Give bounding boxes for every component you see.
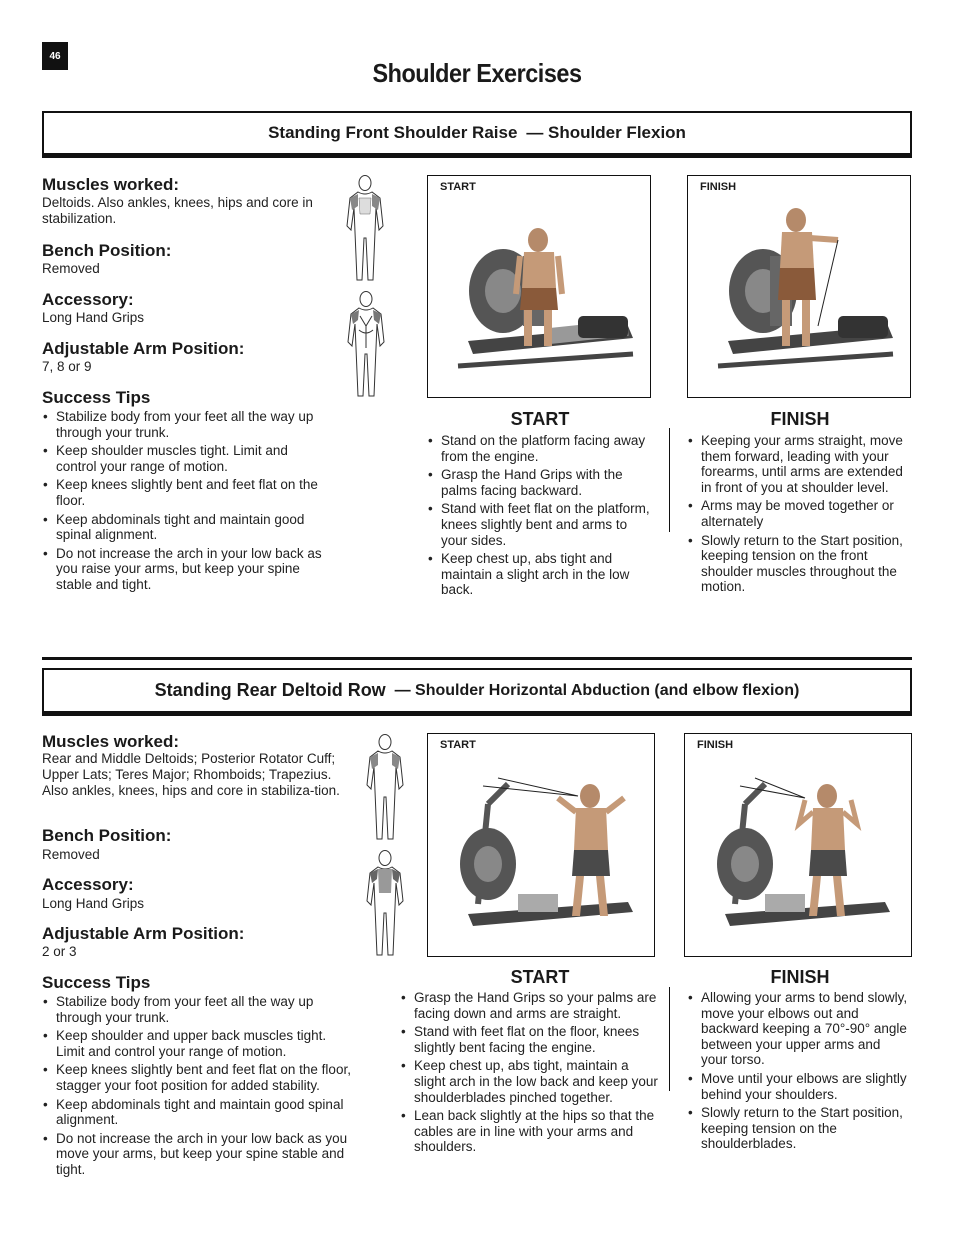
ex2-start-photo-tag: START	[440, 739, 476, 751]
ex1-bench-value: Removed	[42, 261, 100, 276]
list-item: • Allowing your arms to bend slowly, move your elbows out and backward keeping a 70°-90° angle between your upper arms and your torso.	[687, 990, 909, 1068]
ex1-finish-steps	[687, 433, 909, 598]
list-item: • Keep shoulder muscles tight. Limit and control your range of motion.	[42, 443, 327, 474]
list-item: • Stabilize body from your feet all the way up through your trunk.	[42, 409, 327, 440]
ex1-tips-list	[42, 409, 327, 596]
ex1-arm-position-label: Adjustable Arm Position:	[42, 339, 245, 358]
list-item: • Stand with feet flat on the platform, knees slightly bent and arms to your sides.	[427, 501, 652, 548]
exercise-2-banner	[42, 668, 912, 716]
list-item: • Do not increase the arch in your low back as you move your arms, but keep your spine stable and tight.	[42, 1131, 352, 1178]
ex2-bench-label: Bench Position:	[42, 826, 172, 845]
list-item: • Stand with feet flat on the floor, knees slightly bent facing the engine.	[400, 1024, 662, 1055]
page-number: 46	[42, 42, 68, 70]
ex2-muscles-label: Muscles worked:	[42, 732, 179, 751]
ex2-arm-position-label: Adjustable Arm Position:	[42, 924, 245, 943]
list-item: • Slowly return to the Start position, keeping tension on the front shoulder muscles throughout the motion.	[687, 533, 909, 595]
ex1-start-heading: START	[510, 409, 570, 429]
ex2-finish-steps	[687, 990, 909, 1155]
list-item: • Lean back slightly at the hips so that the cables are in line with your arms and shoulders.	[400, 1108, 662, 1155]
section-divider	[42, 657, 912, 660]
list-item: • Keep shoulder and upper back muscles tight. Limit and control your range of motion.	[42, 1028, 352, 1059]
list-item: • Move until your elbows are slightly behind your shoulders.	[687, 1071, 909, 1102]
exercise-1-banner	[42, 111, 912, 158]
list-item: • Arms may be moved together or alternately	[687, 498, 909, 529]
ex1-tips-label: Success Tips	[42, 388, 151, 407]
ex1-bench-label: Bench Position:	[42, 241, 172, 260]
bowflex-machine-image	[688, 176, 911, 398]
ex2-start-heading: START	[510, 967, 570, 987]
anatomy-front-figure-icon	[360, 733, 410, 845]
bowflex-machine-image	[428, 734, 655, 957]
list-item: • Stabilize body from your feet all the way up through your trunk.	[42, 994, 352, 1025]
list-item: • Keep knees slightly bent and feet flat on the floor, stagger your foot position for added stability.	[42, 1062, 352, 1093]
anatomy-rear-figure-icon	[340, 290, 392, 402]
exercise-2-movement: — Shoulder Horizontal Abduction (and elbow flexion)	[394, 681, 800, 699]
ex1-finish-heading: FINISH	[770, 409, 830, 429]
ex2-finish-photo-tag: FINISH	[697, 739, 734, 751]
ex2-accessory-value: Long Hand Grips	[42, 896, 145, 911]
ex1-start-photo-tag: START	[440, 181, 476, 193]
list-item: • Slowly return to the Start position, keeping tension on the shoulderblades.	[687, 1105, 909, 1152]
bowflex-machine-image	[685, 734, 912, 957]
ex2-muscles-text: Rear and Middle Deltoids; Posterior Rotator Cuff; Upper Lats; Teres Major; Rhomboids; Trapezius. Also ankles, knees, hips and core in stabiliza-tion.	[42, 751, 340, 798]
ex1-muscles-text: Deltoids. Also ankles, knees, hips and core in stabilization.	[42, 195, 313, 226]
list-item: • Keep chest up, abs tight, maintain a slight arch in the low back and keep your shoulderblades pinched together.	[400, 1058, 662, 1105]
list-item: • Keeping your arms straight, move them forward, leading with your forearms, until arms are extended in front of you at shoulder level.	[687, 433, 909, 495]
exercise-2-name: Standing Rear Deltoid Row	[154, 680, 386, 700]
ex2-accessory-label: Accessory:	[42, 875, 134, 894]
ex2-finish-heading: FINISH	[770, 967, 830, 987]
ex2-arm-position-value: 2 or 3	[42, 944, 77, 959]
ex1-arm-position-value: 7, 8 or 9	[42, 359, 92, 374]
list-item: • Keep abdominals tight and maintain good spinal alignment.	[42, 512, 327, 543]
exercise-1-movement: — Shoulder Flexion	[526, 123, 686, 142]
ex2-bench-value: Removed	[42, 847, 100, 862]
ex1-start-photo	[427, 175, 651, 398]
ex1-finish-photo	[687, 175, 911, 398]
ex2-tips-label: Success Tips	[42, 973, 151, 992]
anatomy-rear-figure-icon	[359, 849, 411, 961]
ex1-accessory-label: Accessory:	[42, 290, 134, 309]
bowflex-machine-image	[428, 176, 651, 398]
list-item: • Grasp the Hand Grips with the palms facing backward.	[427, 467, 652, 498]
ex2-tips-list	[42, 994, 352, 1181]
anatomy-front-figure-icon	[340, 174, 390, 286]
ex1-column-divider	[669, 428, 670, 532]
list-item: • Keep chest up, abs tight and maintain a slight arch in the low back.	[427, 551, 652, 598]
ex1-start-steps	[427, 433, 652, 601]
ex1-accessory-value: Long Hand Grips	[42, 310, 145, 325]
page-title: Shoulder Exercises	[372, 58, 582, 88]
ex2-start-steps	[400, 990, 662, 1158]
list-item: • Keep abdominals tight and maintain good spinal alignment.	[42, 1097, 352, 1128]
ex2-finish-photo	[684, 733, 912, 957]
ex1-muscles-label: Muscles worked:	[42, 175, 179, 194]
list-item: • Keep knees slightly bent and feet flat on the floor.	[42, 477, 327, 508]
exercise-1-name: Standing Front Shoulder Raise	[268, 123, 518, 142]
ex2-start-photo	[427, 733, 655, 957]
ex2-column-divider	[669, 987, 670, 1091]
list-item: • Do not increase the arch in your low back as you raise your arms, but keep your spine stable and tight.	[42, 546, 327, 593]
ex1-finish-photo-tag: FINISH	[700, 181, 737, 193]
list-item: • Stand on the platform facing away from the engine.	[427, 433, 652, 464]
list-item: • Grasp the Hand Grips so your palms are facing down and arms are straight.	[400, 990, 662, 1021]
